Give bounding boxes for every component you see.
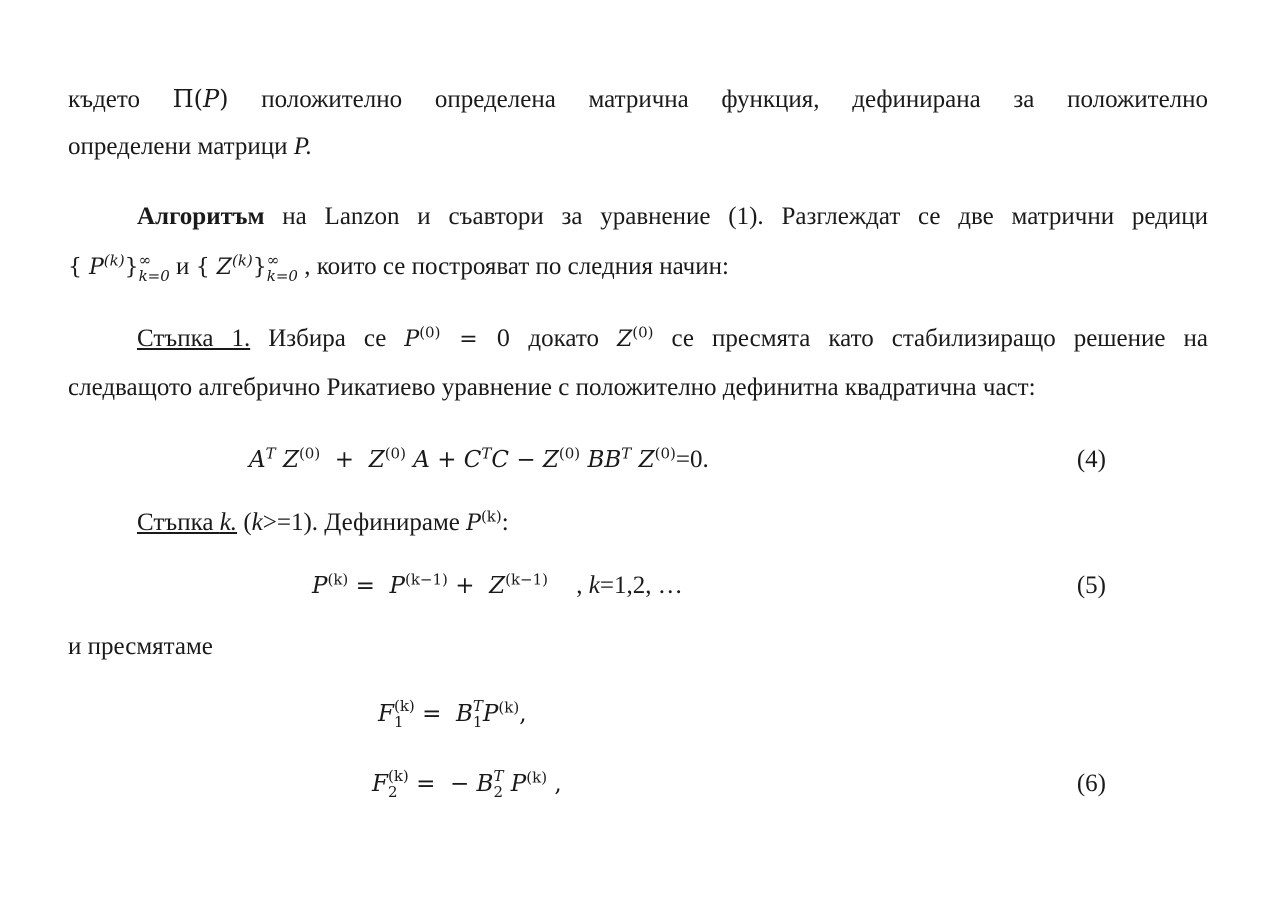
equation-number-6: (6) [1076,770,1106,797]
equation-6-line-1: F (k) 1 = B T 1 $P^{(k)}$, [378,697,527,731]
paragraph-1-line-2 [68,130,312,164]
text: положително определена матрична функция, дефинирана за положително [261,86,1209,113]
step-k-label: Стъпка k. [137,509,238,536]
paragraph-2-line-1 [137,200,1208,234]
text: докато [528,325,599,352]
text: на Lanzon и съавтори за уравнение (1). Разглеждат се две матрични редици [282,203,1208,230]
equation-number-4: (4) [1076,446,1106,473]
paragraph-1-line-1 [68,82,1208,117]
algorithm-heading: Алгоритъм [137,203,265,230]
step-1-label: Стъпка 1. [137,325,251,352]
equation-6-line-2: F (k) 2 = − B T 2 $P^{(k)}$ , [372,767,562,801]
text: където [68,86,140,113]
step-k-line [137,506,509,541]
step-1-line-2 [68,371,1036,405]
text: следващото алгебрично Рикатиево уравнение с положително дефинитна квадратична част: [68,374,1036,401]
text-line [68,630,213,664]
text: определени матрици [68,133,288,160]
text: и пресмятаме [68,633,213,660]
text: Избира се [268,325,387,352]
symbol-p: P. [293,133,313,160]
step-1-line-1 [137,322,1208,357]
symbol-k: k [251,509,263,536]
text: , които се построяват по следния начин: [304,253,729,280]
z0: $Z^{(0)}$ [616,323,654,352]
paragraph-2-line-2 [68,250,729,285]
equation-4: $A^T$ $Z^{(0)} + Z^{(0)}$ $A + C^TC - Z^{(0)}$ $BB^T$ $Z^{(0)}=0$. [249,444,709,473]
pk: $P^{(k)}$ [466,507,502,536]
text: >=1). Дефинираме [262,509,460,536]
p0-eq-zero: $P^{(0)} = 0$ [404,323,511,352]
pi-of-p: Π(P) [172,85,229,113]
equation-number-5: (5) [1076,572,1106,599]
equation-end: =0. [675,446,709,473]
equation-5: $P^{(k)} = P^{(k-1)} + Z^{(k-1)}$ , k=1,2, … [312,570,683,599]
sequence-p: { $P^{(k)}$} ∞ k=0 [68,251,170,285]
text: и [176,253,190,280]
text: ( [237,509,252,536]
text: : [501,509,509,536]
text: се пресмята като стабилизиращо решение на [671,325,1208,352]
sequence-z: { $Z^{(k)}$} ∞ k=0 [195,251,298,285]
